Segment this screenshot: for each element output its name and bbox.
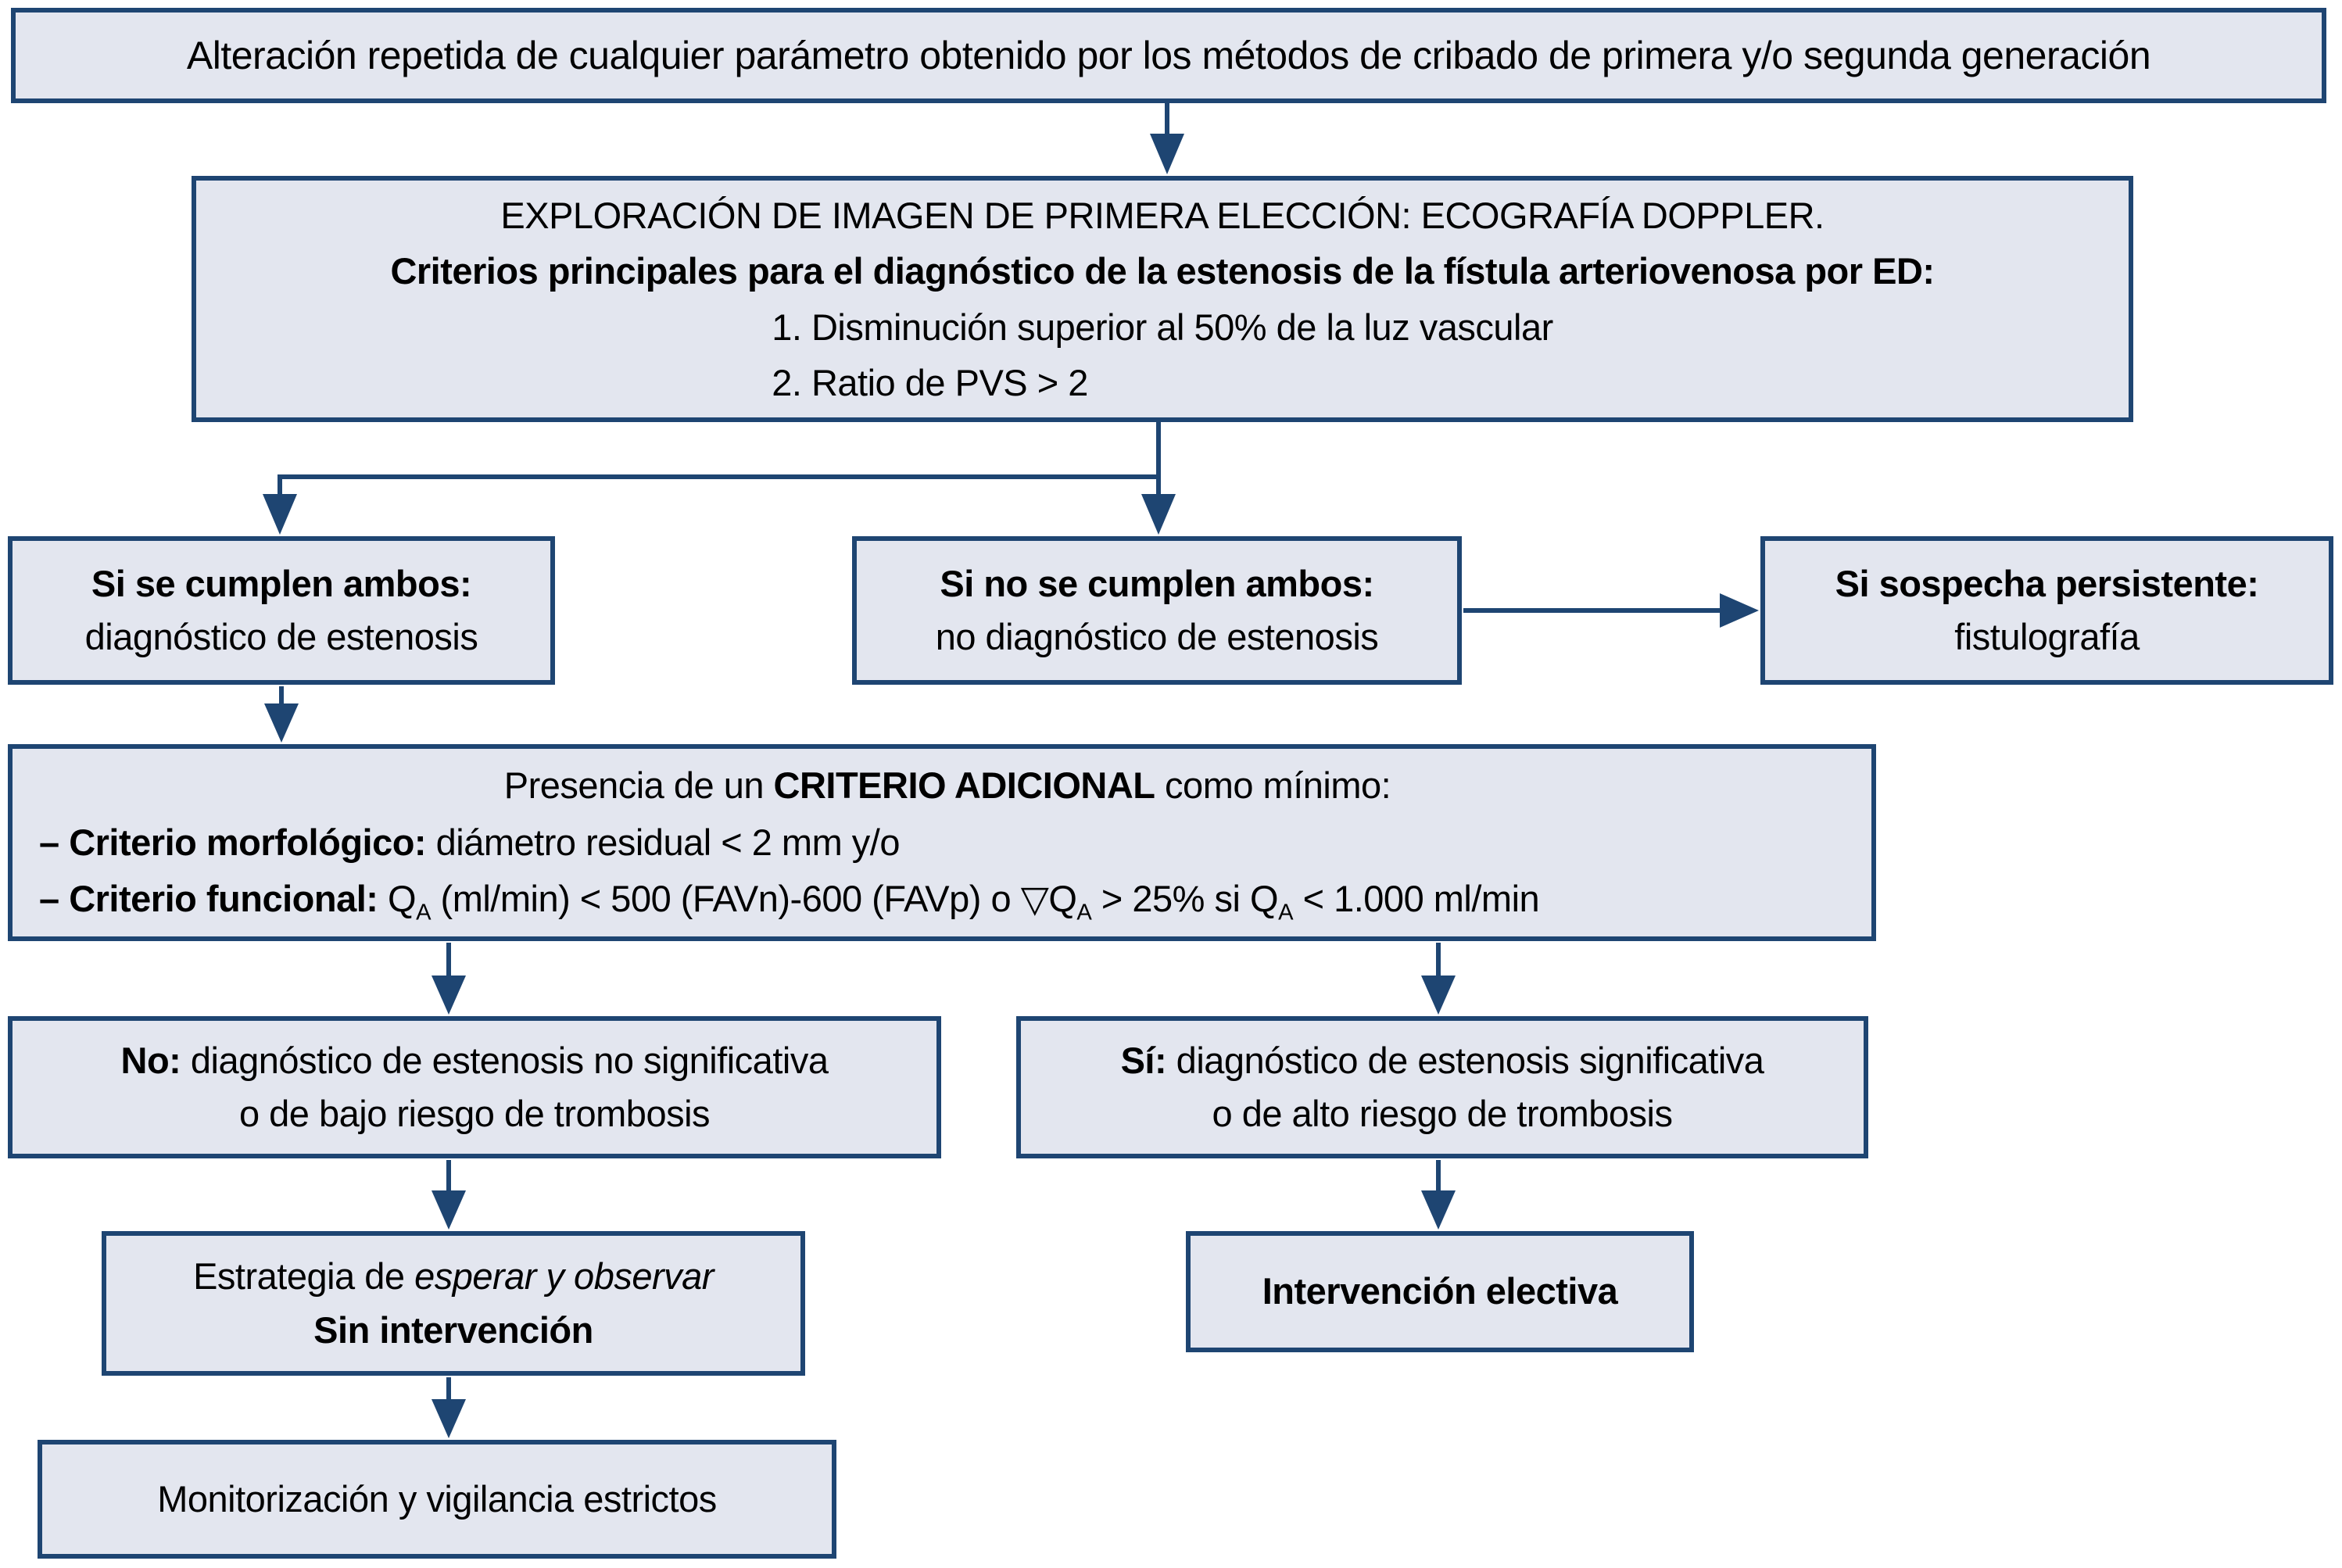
persistent-body: fistulografía bbox=[1954, 616, 2140, 657]
doppler-criterion-1: 1. Disminución superior al 50% de la luz vascular bbox=[772, 306, 1553, 348]
additional-intro-pre: Presencia de un bbox=[503, 764, 774, 806]
morphologic-text: diámetro residual < 2 mm y/o bbox=[426, 821, 900, 863]
wait-italic: esperar y observar bbox=[414, 1255, 714, 1298]
arrow-yes-to-elective-head bbox=[1421, 1190, 1456, 1230]
functional-end: < 1.000 ml/min bbox=[1293, 878, 1540, 920]
yes-line1 bbox=[1033, 1034, 1851, 1087]
morphologic-label: – Criterio morfológico: bbox=[39, 821, 427, 863]
doppler-criteria-list bbox=[772, 299, 1553, 411]
functional-label: – Criterio funcional: bbox=[39, 878, 378, 920]
functional-subscript-1: A bbox=[416, 900, 431, 925]
arrow-screening-to-doppler-head bbox=[1150, 134, 1184, 174]
monitoring-label: Monitorización y vigilancia estrictos bbox=[157, 1477, 717, 1520]
both-met-body: diagnóstico de estenosis bbox=[84, 616, 478, 657]
elective-label: Intervención electiva bbox=[1262, 1270, 1618, 1312]
yes-text: diagnóstico de estenosis significativa bbox=[1166, 1039, 1764, 1081]
additional-intro-bold: CRITERIO ADICIONAL bbox=[773, 764, 1155, 806]
arrow-wait-to-monitoring-head bbox=[432, 1399, 466, 1438]
additional-morphologic-line bbox=[39, 814, 1856, 872]
node-elective-intervention bbox=[1186, 1231, 1694, 1352]
node-both-criteria-met bbox=[8, 536, 555, 685]
doppler-criterion-2: 2. Ratio de PVS > 2 bbox=[772, 361, 1088, 403]
node-yes-significant-stenosis bbox=[1016, 1016, 1868, 1158]
arrowhead-split-center bbox=[1141, 494, 1176, 535]
node-wait-and-watch bbox=[102, 1231, 805, 1376]
arrowhead-split-left bbox=[263, 494, 297, 535]
functional-q1: Q bbox=[378, 878, 417, 920]
not-met-title: Si no se cumplen ambos: bbox=[940, 562, 1374, 604]
additional-intro-post: como mínimo: bbox=[1155, 764, 1391, 806]
yes-label: Sí: bbox=[1120, 1039, 1167, 1081]
no-text: diagnóstico de estenosis no significativa bbox=[181, 1039, 829, 1081]
arrow-criteria-to-yes-head bbox=[1421, 976, 1456, 1015]
node-doppler-exploration bbox=[192, 176, 2133, 422]
additional-functional-line bbox=[39, 871, 1856, 928]
wait-line1 bbox=[119, 1250, 788, 1303]
doppler-subtitle: Criterios principales para el diagnóstico de la estenosis de la fístula arteriovenosa por ED: bbox=[390, 250, 1935, 292]
additional-intro-line bbox=[39, 757, 1856, 814]
not-met-body: no diagnóstico de estenosis bbox=[935, 616, 1379, 657]
screening-text: Alteración repetida de cualquier parámetro obtenido por los métodos de cribado de primera y/o segunda generación bbox=[186, 33, 2151, 77]
functional-subscript-3: A bbox=[1278, 900, 1294, 925]
persistent-title: Si sospecha persistente: bbox=[1835, 562, 2259, 604]
node-strict-monitoring bbox=[38, 1440, 836, 1559]
arrow-bothmet-to-criteria-head bbox=[264, 703, 299, 743]
functional-subscript-2: A bbox=[1076, 900, 1092, 925]
arrow-no-to-wait-head bbox=[432, 1190, 466, 1230]
node-persistent-suspicion bbox=[1760, 536, 2333, 685]
node-screening-alteration bbox=[11, 8, 2326, 103]
wait-pre: Estrategia de bbox=[193, 1255, 415, 1298]
node-no-significant-stenosis bbox=[8, 1016, 941, 1158]
functional-mid2: > 25% si Q bbox=[1091, 878, 1279, 920]
no-line1 bbox=[25, 1034, 924, 1087]
no-label: No: bbox=[120, 1039, 181, 1081]
connector-doppler-split bbox=[280, 422, 1158, 496]
wait-line2: Sin intervención bbox=[313, 1308, 593, 1351]
yes-line2: o de alto riesgo de trombosis bbox=[1212, 1093, 1673, 1134]
doppler-title: EXPLORACIÓN DE IMAGEN DE PRIMERA ELECCIÓN: ECOGRAFÍA DOPPLER. bbox=[500, 194, 1825, 236]
no-line2: o de bajo riesgo de trombosis bbox=[238, 1093, 711, 1134]
arrow-criteria-to-no-head bbox=[432, 976, 466, 1015]
node-additional-criteria bbox=[8, 744, 1876, 941]
node-criteria-not-met bbox=[852, 536, 1462, 685]
functional-mid1: (ml/min) < 500 (FAVn)-600 (FAVp) o ▽Q bbox=[431, 878, 1077, 920]
both-met-title: Si se cumplen ambos: bbox=[91, 562, 472, 604]
arrow-notmet-to-fistulography-head bbox=[1720, 593, 1759, 628]
